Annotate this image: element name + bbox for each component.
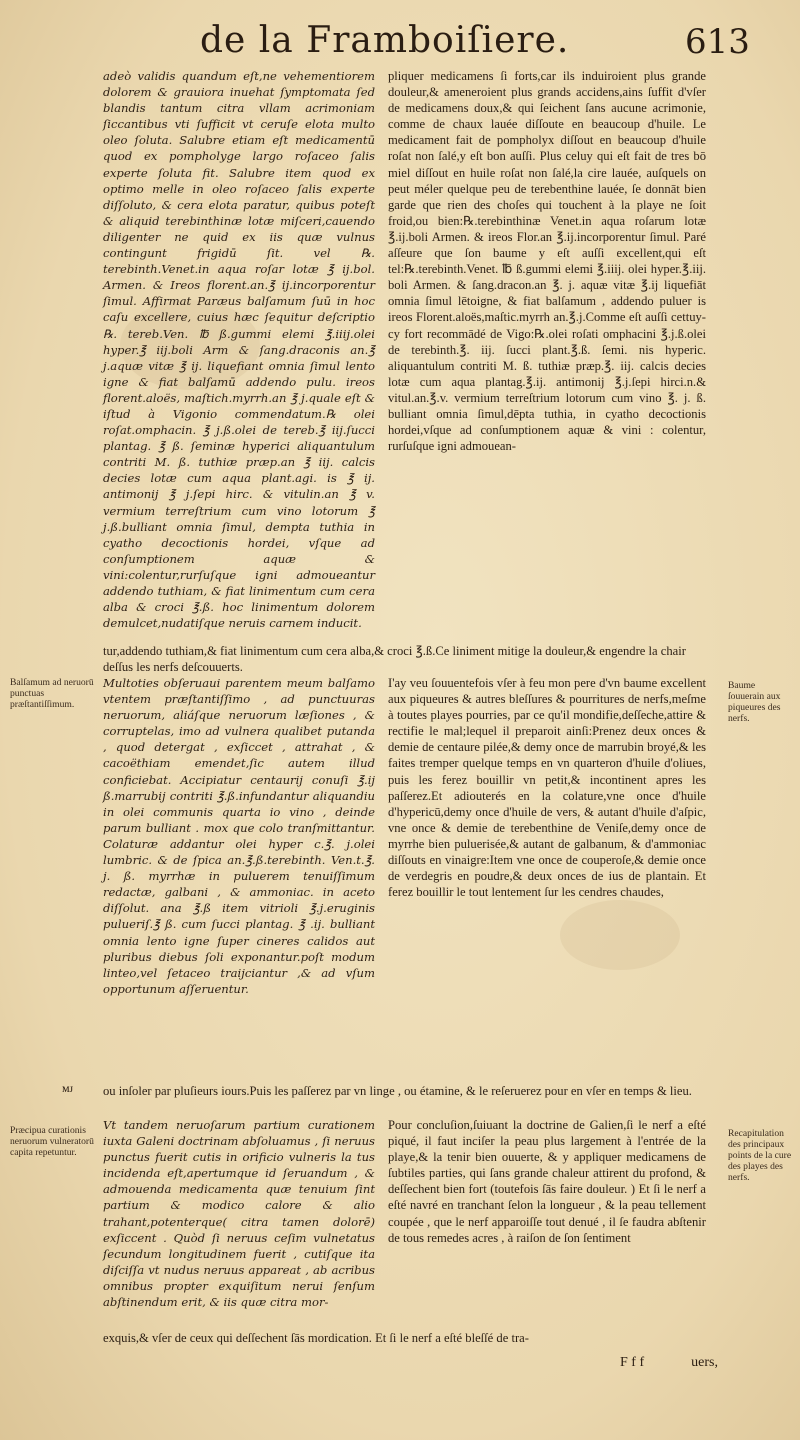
margin-note-left: Præcipua curationis neruorum vulneratorū capita repetuntur. (10, 1125, 94, 1158)
latin-text: adeò validis quandum eſt,ne vehementiorem dolorem & grauiora inuehat ſymptomata ſed blandis tantum citra vllam acrimoniam ſiccantibus vti ſufficit vt ceruſe elota multo oleo ſoluta. Salubre etiam eſt medicamentū quod ex pompholyge largo roſaceo ſalis experte ſoluta fit. Salubre item quod ex optimo melle in oleo roſaceo ſalis experte diſſoluto, & cera elota paratur, quibus poteſt & aliquid terebinthinæ lotæ miſceri,cauendo diligenter ne quid ex iis quæ vulnus contingunt frigidū ſit. vel ℞. terebinth.Venet.in aqua roſar lotæ ℥ ij.bol. Armen. & Ireos florent.an.℥ ij.incorporentur ſimul. Affirmat Paræus balſamum ſuū in hoc caſu excellere, cuius hæc ſequitur deſcriptio ℞. tereb.Ven. ℔ ß.gummi elemi ℥.iiij.olei hyper.℥ iij.boli Arm & ſang.draconis an.℥ j.aquæ vitæ ℥ ij. liquefiant omnia ſimul lento igne & fiat balſamū addendo pulu. ireos florent.aloës, maſtich.myrrh.an ℥ j.quale eſt & iſtud à Vigonio commendatum.℞ olei roſat.omphacin. ℥ j.ß.olei de tereb.℥ iij.ſucci plantag. ℥ ß. ſeminæ hyperici aliquantulum contriti M. ß. tuthiæ præp.an ℥ iij. calcis decies lotæ cum aqua plant.agi. is ℥ ij. antimonij ℥ j.ſepi hirc. & vitulin.an ℥ v. vermium terreſtrium cum vino lotorum ℥ j.ß.bulliant omnia ſimul, dempta tuthia in cyatho decoctionis hordei, vſque ad conſumptionem aquæ & vini:colentur,rurſuſque igni admoueantur addendo tuthiam, & fiat linimentum cum cera alba & croci ℥.ß. hoc linimentum dolorem demulcet,nudatiſque neruis carnem inducit. (103, 69, 375, 631)
margin-note-left: Balſamum ad neruorū punctuas præſtantiſſimum. (10, 677, 94, 710)
signature-mark: F f f (620, 1355, 645, 1370)
signature-line (620, 1355, 718, 1371)
french-paragraph (388, 68, 706, 454)
full-width-line (103, 643, 706, 675)
full-width-text: tur,addendo tuthiam,& fiat linimentum cum cera alba,& croci ℥.ß.Ce liniment mitige la douleur,& engendre la chair deſſus les nerfs deſcouuerts. (103, 644, 686, 675)
latin-paragraph (103, 68, 375, 631)
full-width-line (103, 1083, 706, 1099)
french-text: pliquer medicamens ſi forts,car ils induiroient plus grande douleur,& ameneroient plus grands accidens,ains ſuffit d'vſer de medicamens doux,& qui ſeichent ſans aucune acrimonie, comme de chaux lauée diſſoute en beaucoup d'huile. Le medicament fait de pompholyx diſſout en beaucoup d'huile roſat non ſalé,y eſt bon auſſi. Plus celuy qui eſt fait de tres bō miel diſſout en huile roſat non ſalé,la cire lauée, auſquels on peut méler quelque peu de terebenthine lauée, ſe donnāt bien garde que rien des choſes qui touchent à la playe ne ſoit froid,ou bien:℞.terebinthinæ Venet.in aqua roſarum lotæ ℥.ij.boli Armen. & ireos Flor.an ℥.ij.incorporentur ſimul. Paré aſſeure que ſon baume y eſt auſſi excellent,qui eſt tel:℞.terebinth.Venet. ℔ ß.gummi elemi ℥.iiij. olei hyper.℥.iij. boli Armen. & ſang.dracon.an ℥. j. aquæ vitæ ℥.ij liquefiāt omnia ſimul lētoigne, & fiat balſamum , addendo puluer is ireos Florent.aloës,maſtic.myrrh an.℥.j.Comme eſt auſſi cettuy-cy fort recommādé de Vigo:℞.olei roſati omphacini ℥.j.ß.olei de terebinth.℥. iij. ſucci plant.℥.ß. ſemi. nis hyperic. aliquantulum contriti M. ß. tuthiæ præp.℥. iij. calcis decies lotæ cum aqua plantag.℥.ij. antimonij ℥.j.ſepi hirci.n.& vitul.an.℥.v. vermium terreſtrium lotorum cum vino ℥. j. ß. bulliant omnia ſimul,dēpta tuthia, in cyatho decoctionis hordei,vſque ad conſumptionem aquæ & vini : colentur, rurſuſque igni admouean- (388, 69, 706, 454)
margin-note-right: Recapitulation des principaux points de la cure des playes des nerfs. (728, 1128, 792, 1183)
page-title: de la Framboiſiere. (200, 20, 570, 61)
french-text: Pour concluſion,ſuiuant la doctrine de Galien,ſi le nerf a eſté piqué, il faut inciſer la peau plus largement à l'entrée de la playe,& la tenir bien ouuerte, & y appliquer medicamens de ſubtiles parties, qui ſans grande chaleur attirent du profond, & deſſechent bien fort (toutefois ſās faire douleur. ) Et ſi le nerf a eſté navré en tranchant ſelon la longueur , & la peau tellement coupée , que le nerf apparoiſſe tout denué , il ſe faudra abſtenir de tous remedes acres , à raiſon de ſon ſentiment (388, 1118, 706, 1245)
full-width-line (103, 1330, 706, 1346)
full-width-text: exquis,& vſer de ceux qui deſſechent ſās mordication. Et ſi le nerf a eſté bleſſé de tra- (103, 1331, 529, 1345)
latin-paragraph (103, 1117, 375, 1310)
latin-text: Vt tandem neruoſarum partium curationem iuxta Galeni doctrinam abſoluamus , ſi neruus punctus fuerit cutis in orificio vulneris la tus incidenda eſt,apertumque id ſeruandum , & admouenda medicamenta quæ tenuium ſint partium & modico calore & alio trahant,potenterque( citra tamen dolorē) exſiccent . Quòd ſi neruus ceſim vulnetatus ſecundum longitudinem fuerit , cutiſque ita diſciſſa vt nudus neruus appareat , ab acribus omnibus propter exquiſitum nerui ſenſum abſtinendum erit, & iis quæ citra mor- (103, 1118, 375, 1310)
french-text: I'ay veu ſouuentefois vſer à feu mon pere d'vn baume excellent aux piqueures & autres bleſſures & pourritures de nerfs,meſme à toutes playes pourries, par ce qu'il mondifie,deſſeche,attire & rectifie le mal;lequel il preparoit ainſi:Prenez deux onces & demie de centaure pilée,& demy once de marrubin broyé,& les faites tremper quelque temps en vn quarteron d'huile d'oliues, puis les ferez bouillir vn petit,& incontinent apres les paſſerez.Et adiouterés en la colature,vne once d'huile d'hypericū,demy once d'huile de vers, & autant d'huile d'aſpic, vne once & demie de terebenthine de Veniſe,demy once de myrrhe bien puluerisée,& autant de galbanum, & d'ammoniac diſſouts en vinaigre:Item vne once de couperoſe,& demie once de verdegris en poudre,& deux onces de ius de plantain. Et ferez bouillir le tout lentement ſur les cendres chaudes, (388, 676, 706, 900)
page-number: 613 (685, 22, 750, 62)
french-paragraph (388, 1117, 706, 1246)
latin-paragraph (103, 675, 375, 997)
full-width-text: ou inſoler par pluſieurs iours.Puis les paſſerez par vn linge , ou étamine, & le reſeruerez pour en vſer en temps & lieu. (103, 1084, 692, 1098)
paper-stain (560, 900, 680, 970)
latin-text: Multoties obſeruaui parentem meum balſamo vtentem præſtantiſſimo , ad punctuuras neruorum, aliáſque neruorum læſiones , & corruptelas, imo ad vulnera qualibet putanda , quod detergat , exſiccet , attrahat , & cacoëthiam emendet,ſic autem illud conficiebat. Accipiatur centaurij conuſi ℥.ij ß.marrubij contriti ℥.ß.infundantur aliquandiu in olei communis quarta io vino , deinde parum bulliant . mox que colo tranſmittantur. Colaturæ addantur olei hyper c.℥. j.olei lumbric. & de ſpica an.℥.ß.terebinth. Ven.t.℥. j. ß. myrrhæ in puluerem tenuiſſimum redactæ, galbani , & ammoniac. in aceto diſſolut. ana ℥.ß item vitrioli ℥.j.eruginis pulueriſ.℥ ß. cum ſucci plantag. ℥ .ij. bulliant omnia lento igne ſuper cineres calidos aut pluribus diebus ſoli exponantur.poſt modum linteo,vel ſetaceo traijciantur ,& ad vſum opportunum aſſeruentur. (103, 676, 375, 996)
margin-mark: ᴍᴊ (62, 1081, 74, 1095)
running-header (0, 16, 800, 68)
margin-note-right: Baume ſouuerain aux piqueures des nerfs. (728, 680, 781, 724)
catchword: uers, (691, 1355, 718, 1370)
french-paragraph (388, 675, 706, 900)
